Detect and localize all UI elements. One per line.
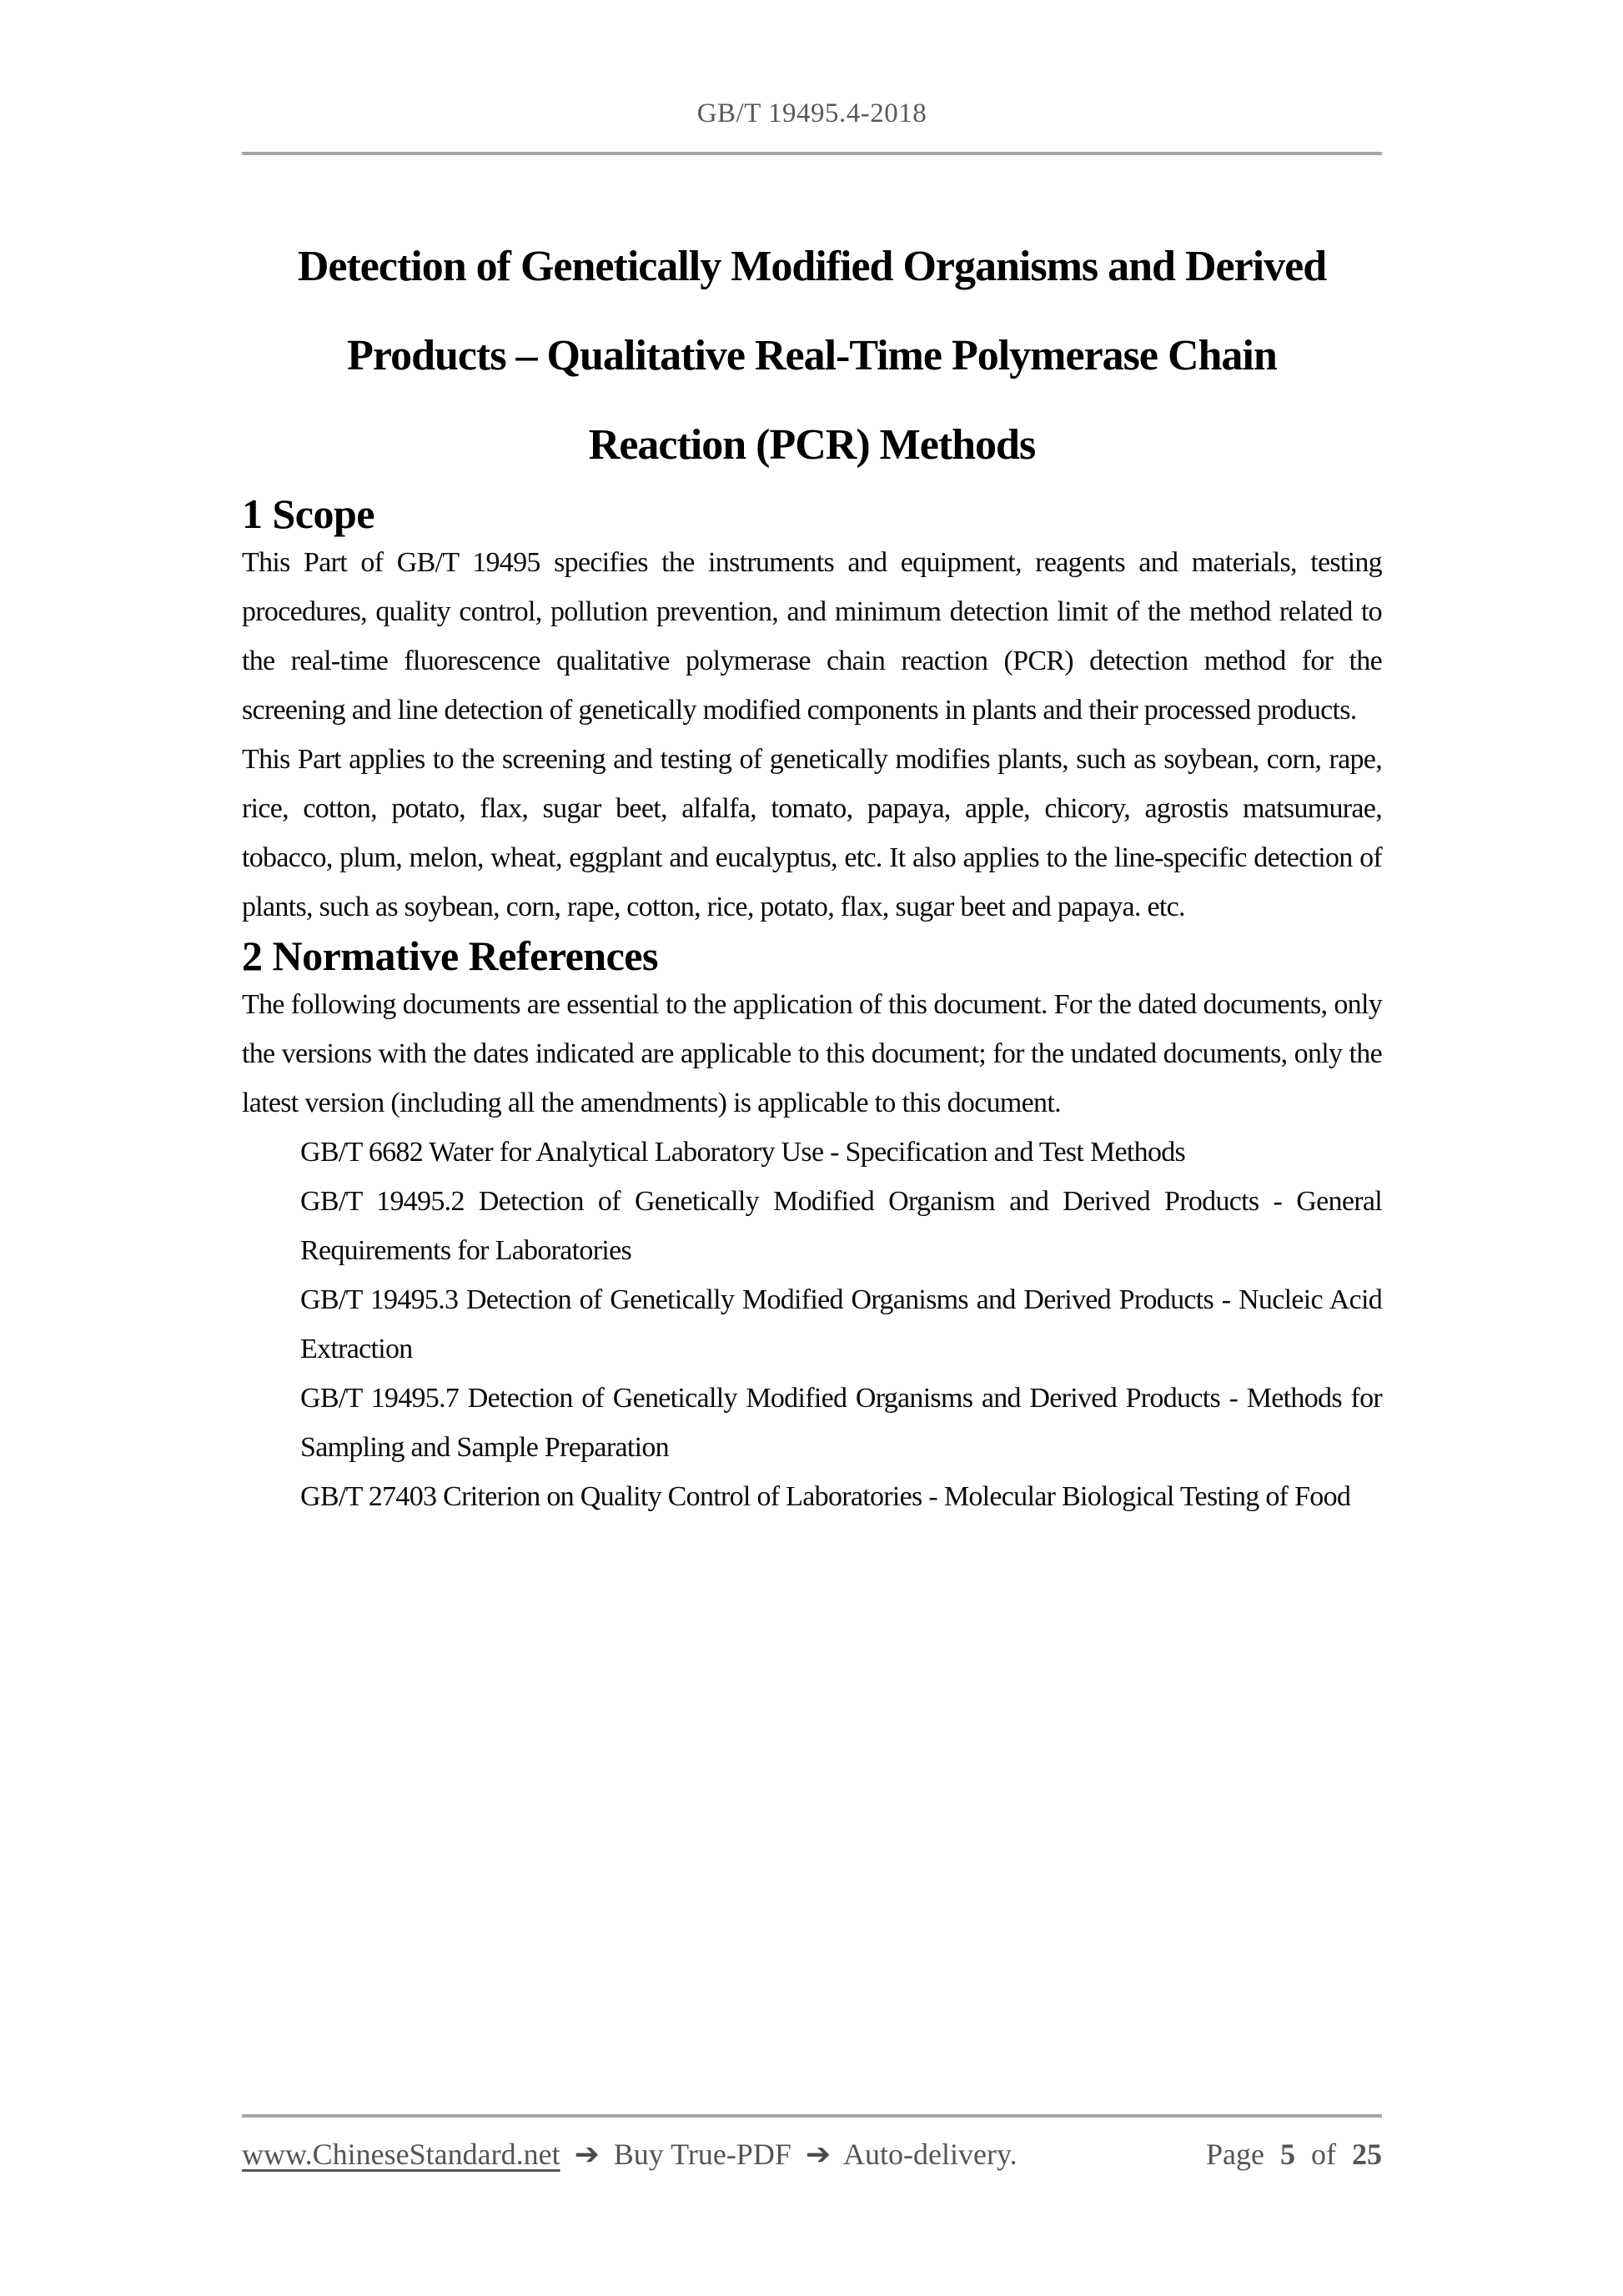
page-label: Page	[1206, 2138, 1264, 2171]
reference-item-2: GB/T 19495.2 Detection of Genetically Modified Organism and Derived Products - General Requirements for Laboratories	[300, 1186, 1382, 1266]
page-of-label: of	[1311, 2138, 1336, 2171]
header-doc-number: GB/T 19495.4-2018	[696, 98, 927, 128]
arrow-icon: ➔	[574, 2138, 600, 2171]
scope-paragraph-1: This Part of GB/T 19495 specifies the instruments and equipment, reagents and materials, testing procedures, quality control, pollution prevention, and minimum detection limit of the method related to the real-time fluorescence qualitative polymerase chain reaction (PCR) detection method for the screening and line detection of genetically modified components in plants and their processed products.	[242, 547, 1382, 726]
footer-left	[242, 2135, 1018, 2173]
page-total: 25	[1352, 2138, 1382, 2171]
normative-intro-paragraph: The following documents are essential to the application of this document. For the dated documents, only the versions with the dates indicated are applicable to this document; for the undated documents, only the latest version (including all the amendments) is applicable to this document.	[242, 989, 1382, 1118]
reference-item-3: GB/T 19495.3 Detection of Genetically Modified Organisms and Derived Products - Nucleic Acid Extraction	[300, 1284, 1382, 1364]
document-title-line-1: Detection of Genetically Modified Organisms and Derived	[297, 243, 1327, 290]
footer-delivery-text: Auto-delivery.	[843, 2138, 1018, 2171]
arrow-icon: ➔	[805, 2138, 832, 2171]
section-heading-normative-references: 2 Normative References	[242, 932, 658, 979]
footer-buy-text: Buy True-PDF	[613, 2138, 791, 2171]
section-heading-scope: 1 Scope	[242, 490, 374, 537]
document-title-line-3: Reaction (PCR) Methods	[588, 421, 1036, 469]
footer-rule	[242, 2114, 1382, 2118]
footer-site-link[interactable]: www.ChineseStandard.net	[242, 2138, 560, 2171]
reference-item-1: GB/T 6682 Water for Analytical Laboratory Use - Specification and Test Methods	[300, 1137, 1186, 1168]
reference-item-5: GB/T 27403 Criterion on Quality Control of Laboratories - Molecular Biological Testing of Food	[300, 1481, 1351, 1512]
document-title	[242, 222, 1382, 490]
document-title-line-2: Products – Qualitative Real-Time Polymerase Chain	[347, 332, 1277, 379]
page-footer	[242, 2135, 1382, 2173]
reference-item-4: GB/T 19495.7 Detection of Genetically Modified Organisms and Derived Products - Methods for Sampling and Sample Preparation	[300, 1383, 1382, 1463]
header-rule	[242, 152, 1382, 155]
page-indicator	[1206, 2135, 1382, 2173]
page-number: 5	[1280, 2138, 1295, 2171]
scope-paragraph-2: This Part applies to the screening and testing of genetically modifies plants, such as soybean, corn, rape, rice, cotton, potato, flax, sugar beet, alfalfa, tomato, papaya, apple, chicory, agrostis matsumurae, tobacco, plum, melon, wheat, eggplant and eucalyptus, etc. It also applies to the line-specific detection of plants, such as soybean, corn, rape, cotton, rice, potato, flax, sugar beet and papaya. etc.	[242, 744, 1382, 922]
